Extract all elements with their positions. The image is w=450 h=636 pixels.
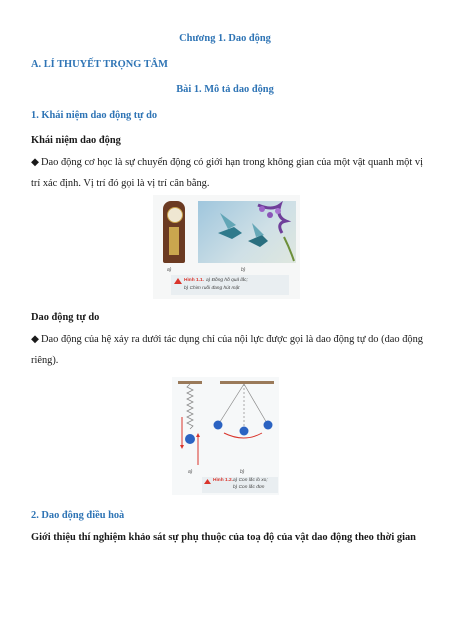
lesson-title: Bài 1. Mô tả dao động bbox=[176, 84, 274, 95]
concept-paragraph bbox=[31, 153, 423, 194]
triangle-icon bbox=[174, 278, 182, 284]
pendulum-illustration bbox=[172, 377, 279, 477]
heading-free-oscillation-concept: 1. Khái niệm dao động tự do bbox=[31, 110, 158, 121]
figure2-label-a: a) bbox=[188, 469, 193, 475]
free-oscillation-text: Dao động của hệ xảy ra dưới tác dụng chỉ của nội lực được gọi là dao động tự do (dao động riêng). bbox=[31, 334, 423, 366]
concept-text: Dao động cơ học là sự chuyển động có giới hạn trong không gian của một vật quanh một vị trí xác định. Vị trí đó gọi là vị trí cân bằng. bbox=[31, 157, 423, 189]
hummingbird-image bbox=[198, 201, 296, 263]
figure2-caption: Hình 1.2. a) Con lắc lò xo; b) Con lắc đơn bbox=[202, 477, 278, 493]
figure1-caption: Hình 1.1. a) Đồng hồ quả lắc; b) Chim ruồi đang hút mật bbox=[171, 275, 289, 295]
figure-pendulums bbox=[172, 377, 279, 495]
bullet-icon: ◆ bbox=[31, 157, 39, 168]
triangle-icon bbox=[204, 479, 211, 484]
experiment-intro: Giới thiệu thí nghiệm khảo sát sự phụ thuộc của toạ độ của vật dao động theo thời gian bbox=[31, 532, 416, 543]
pendulum-clock-image bbox=[163, 201, 185, 263]
figure1-label-a: a) bbox=[167, 267, 172, 273]
chapter-title: Chương 1. Dao động bbox=[179, 33, 271, 44]
bullet-icon: ◆ bbox=[31, 334, 39, 345]
section-a-heading: A. LÍ THUYẾT TRỌNG TÂM bbox=[31, 59, 168, 70]
figure1-label-b: b) bbox=[241, 267, 246, 273]
concept-heading: Khái niệm dao động bbox=[31, 135, 121, 146]
heading-harmonic-oscillation: 2. Dao động điều hoà bbox=[31, 510, 125, 521]
hummingbird-illustration bbox=[198, 201, 296, 263]
free-oscillation-paragraph bbox=[31, 330, 423, 371]
figure-clock-hummingbird bbox=[153, 195, 300, 299]
free-oscillation-heading: Dao động tự do bbox=[31, 312, 100, 323]
figure2-label-b: b) bbox=[240, 469, 245, 475]
